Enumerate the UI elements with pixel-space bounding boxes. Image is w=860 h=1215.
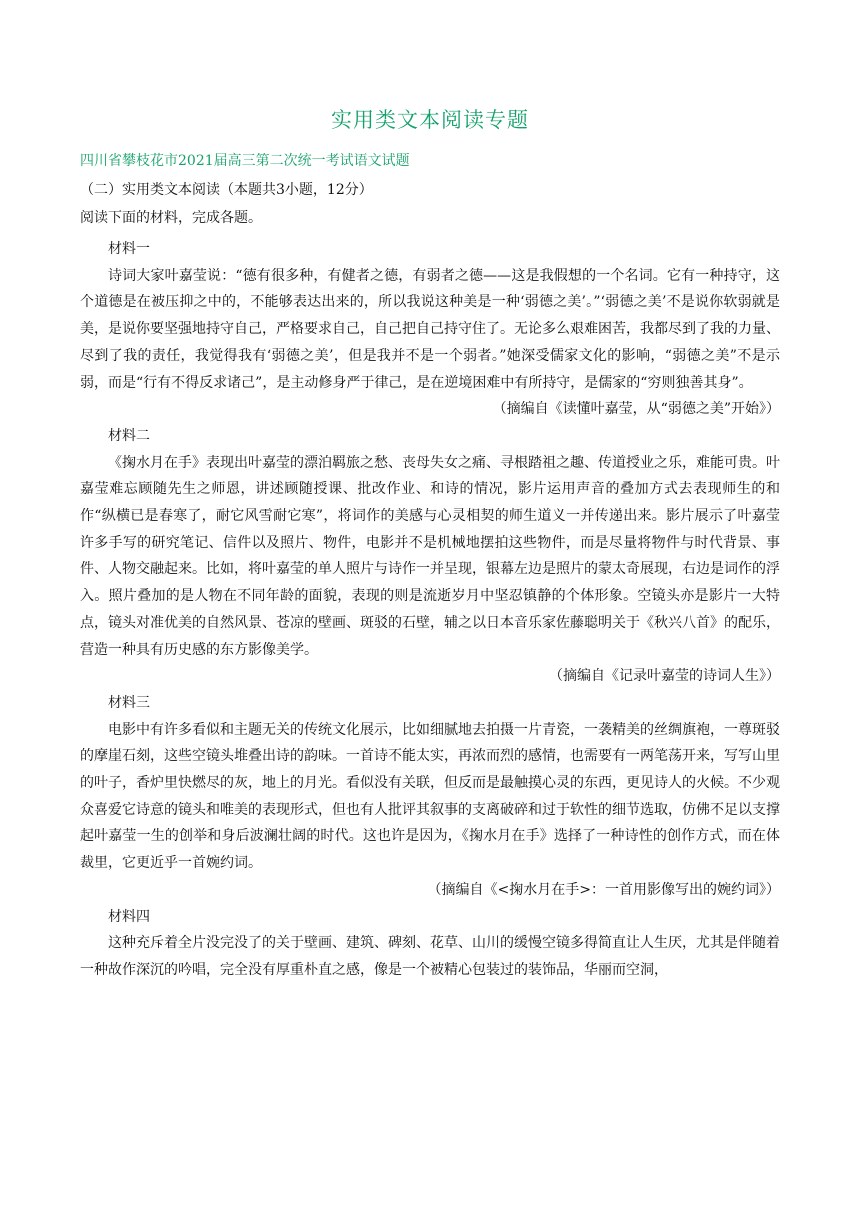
section-heading: （二）实用类文本阅读（本题共3小题，12分） (80, 182, 373, 198)
page-title: 实用类文本阅读专题 (331, 108, 529, 132)
exam-source: 四川省攀枝花市2021届高三第二次统一考试语文试题 (80, 153, 410, 169)
article-body (80, 236, 780, 984)
material-citation-1: （摘编自《读懂叶嘉莹，从“弱德之美”开始》） (492, 401, 780, 418)
material-label-2: 材料二 (108, 427, 150, 444)
material-label-3: 材料三 (108, 694, 150, 711)
material-label-1: 材料一 (108, 241, 150, 257)
material-paragraph-3: 电影中有许多看似和主题无关的传统文化展示，比如细腻地去拍摄一片青瓷，一袭精美的丝绸旗袍，一尊斑驳的摩崖石刻，这些空镜头堆叠出诗的韵味。一首诗不能太实，再浓而烈的感情，也需要有一两笔荡开来，写写山里的叶子，香炉里快燃尽的灰，地上的月光。看似没有关联，但反而是最触摸心灵的东西，更见诗人的火候。不少观众喜爱它诗意的镜头和唯美的表现形式，但也有人批评其叙事的支离破碎和过于软性的细节选取，仿佛不足以支撑起叶嘉莹一生的创举和身后波澜壮阔的时代。这也许是因为，《掬水月在手》选择了一种诗性的创作方式，而在体裁里，它更近乎一首婉约词。 (80, 721, 780, 872)
material-paragraph-4: 这种充斥着全片没完没了的关于壁画、建筑、碑刻、花草、山川的缓慢空镜多得简直让人生厌，尤其是伴随着一种故作深沉的吟唱，完全没有厚重朴直之感，像是一个被精心包装过的装饰品，华丽而空洞， (80, 935, 780, 978)
material-citation-2: （摘编自《记录叶嘉莹的诗词人生》） (549, 668, 780, 685)
material-paragraph-2: 《掬水月在手》表现出叶嘉莹的漂泊羁旅之愁、丧母失女之痛、寻根踏祖之趣、传道授业之乐，难能可贵。叶嘉莹难忘顾随先生之师恩，讲述顾随授课、批改作业、和诗的情况，影片运用声音的叠加方式去表现师生的和作“纵横已是春寒了，耐它风雪耐它寒”，将词作的美感与心灵相契的师生道义一并传递出来。影片展示了叶嘉莹许多手写的研究笔记、信件以及照片、物件，电影并不是机械地摆拍这些物件，而是尽量将物件与时代背景、事件、人物交融起来。比如，将叶嘉莹的单人照片与诗作一并呈现，银幕左边是照片的蒙太奇展现，右边是词作的浮入。照片叠加的是人物在不同年龄的面貌，表现的则是流逝岁月中坚忍镇静的个体形象。空镜头亦是影片一大特点，镜头对准优美的自然风景、苍凉的壁画、斑驳的石壁，辅之以日本音乐家佐藤聪明关于《秋兴八首》的配乐，营造一种具有历史感的东方影像美学。 (80, 454, 780, 658)
instruction-text: 阅读下面的材料，完成各题。 (80, 210, 262, 226)
material-citation-3: （摘编自《<掬水月在手>：一首用影像写出的婉约词》） (427, 881, 780, 898)
material-label-4: 材料四 (108, 908, 150, 925)
material-paragraph-1: 诗词大家叶嘉莹说：“德有很多种，有健者之德，有弱者之德——这是我假想的一个名词。它有一种持守，这个道德是在被压抑之中的，不能够表达出来的，所以我说这种美是一种‘弱德之美’。”‘弱德之美’不是说你软弱就是美，是说你要坚强地持守自己，严格要求自己，自己把自己持守住了。无论多么艰难困苦，我都尽到了我的力量、尽到了我的责任，我觉得我有‘弱德之美’，但是我并不是一个弱者。”她深受儒家文化的影响，“弱德之美”不是示弱，而是“行有不得反求诸己”，是主动修身严于律己，是在逆境困难中有所持守，是儒家的“穷则独善其身”。 (80, 267, 780, 391)
